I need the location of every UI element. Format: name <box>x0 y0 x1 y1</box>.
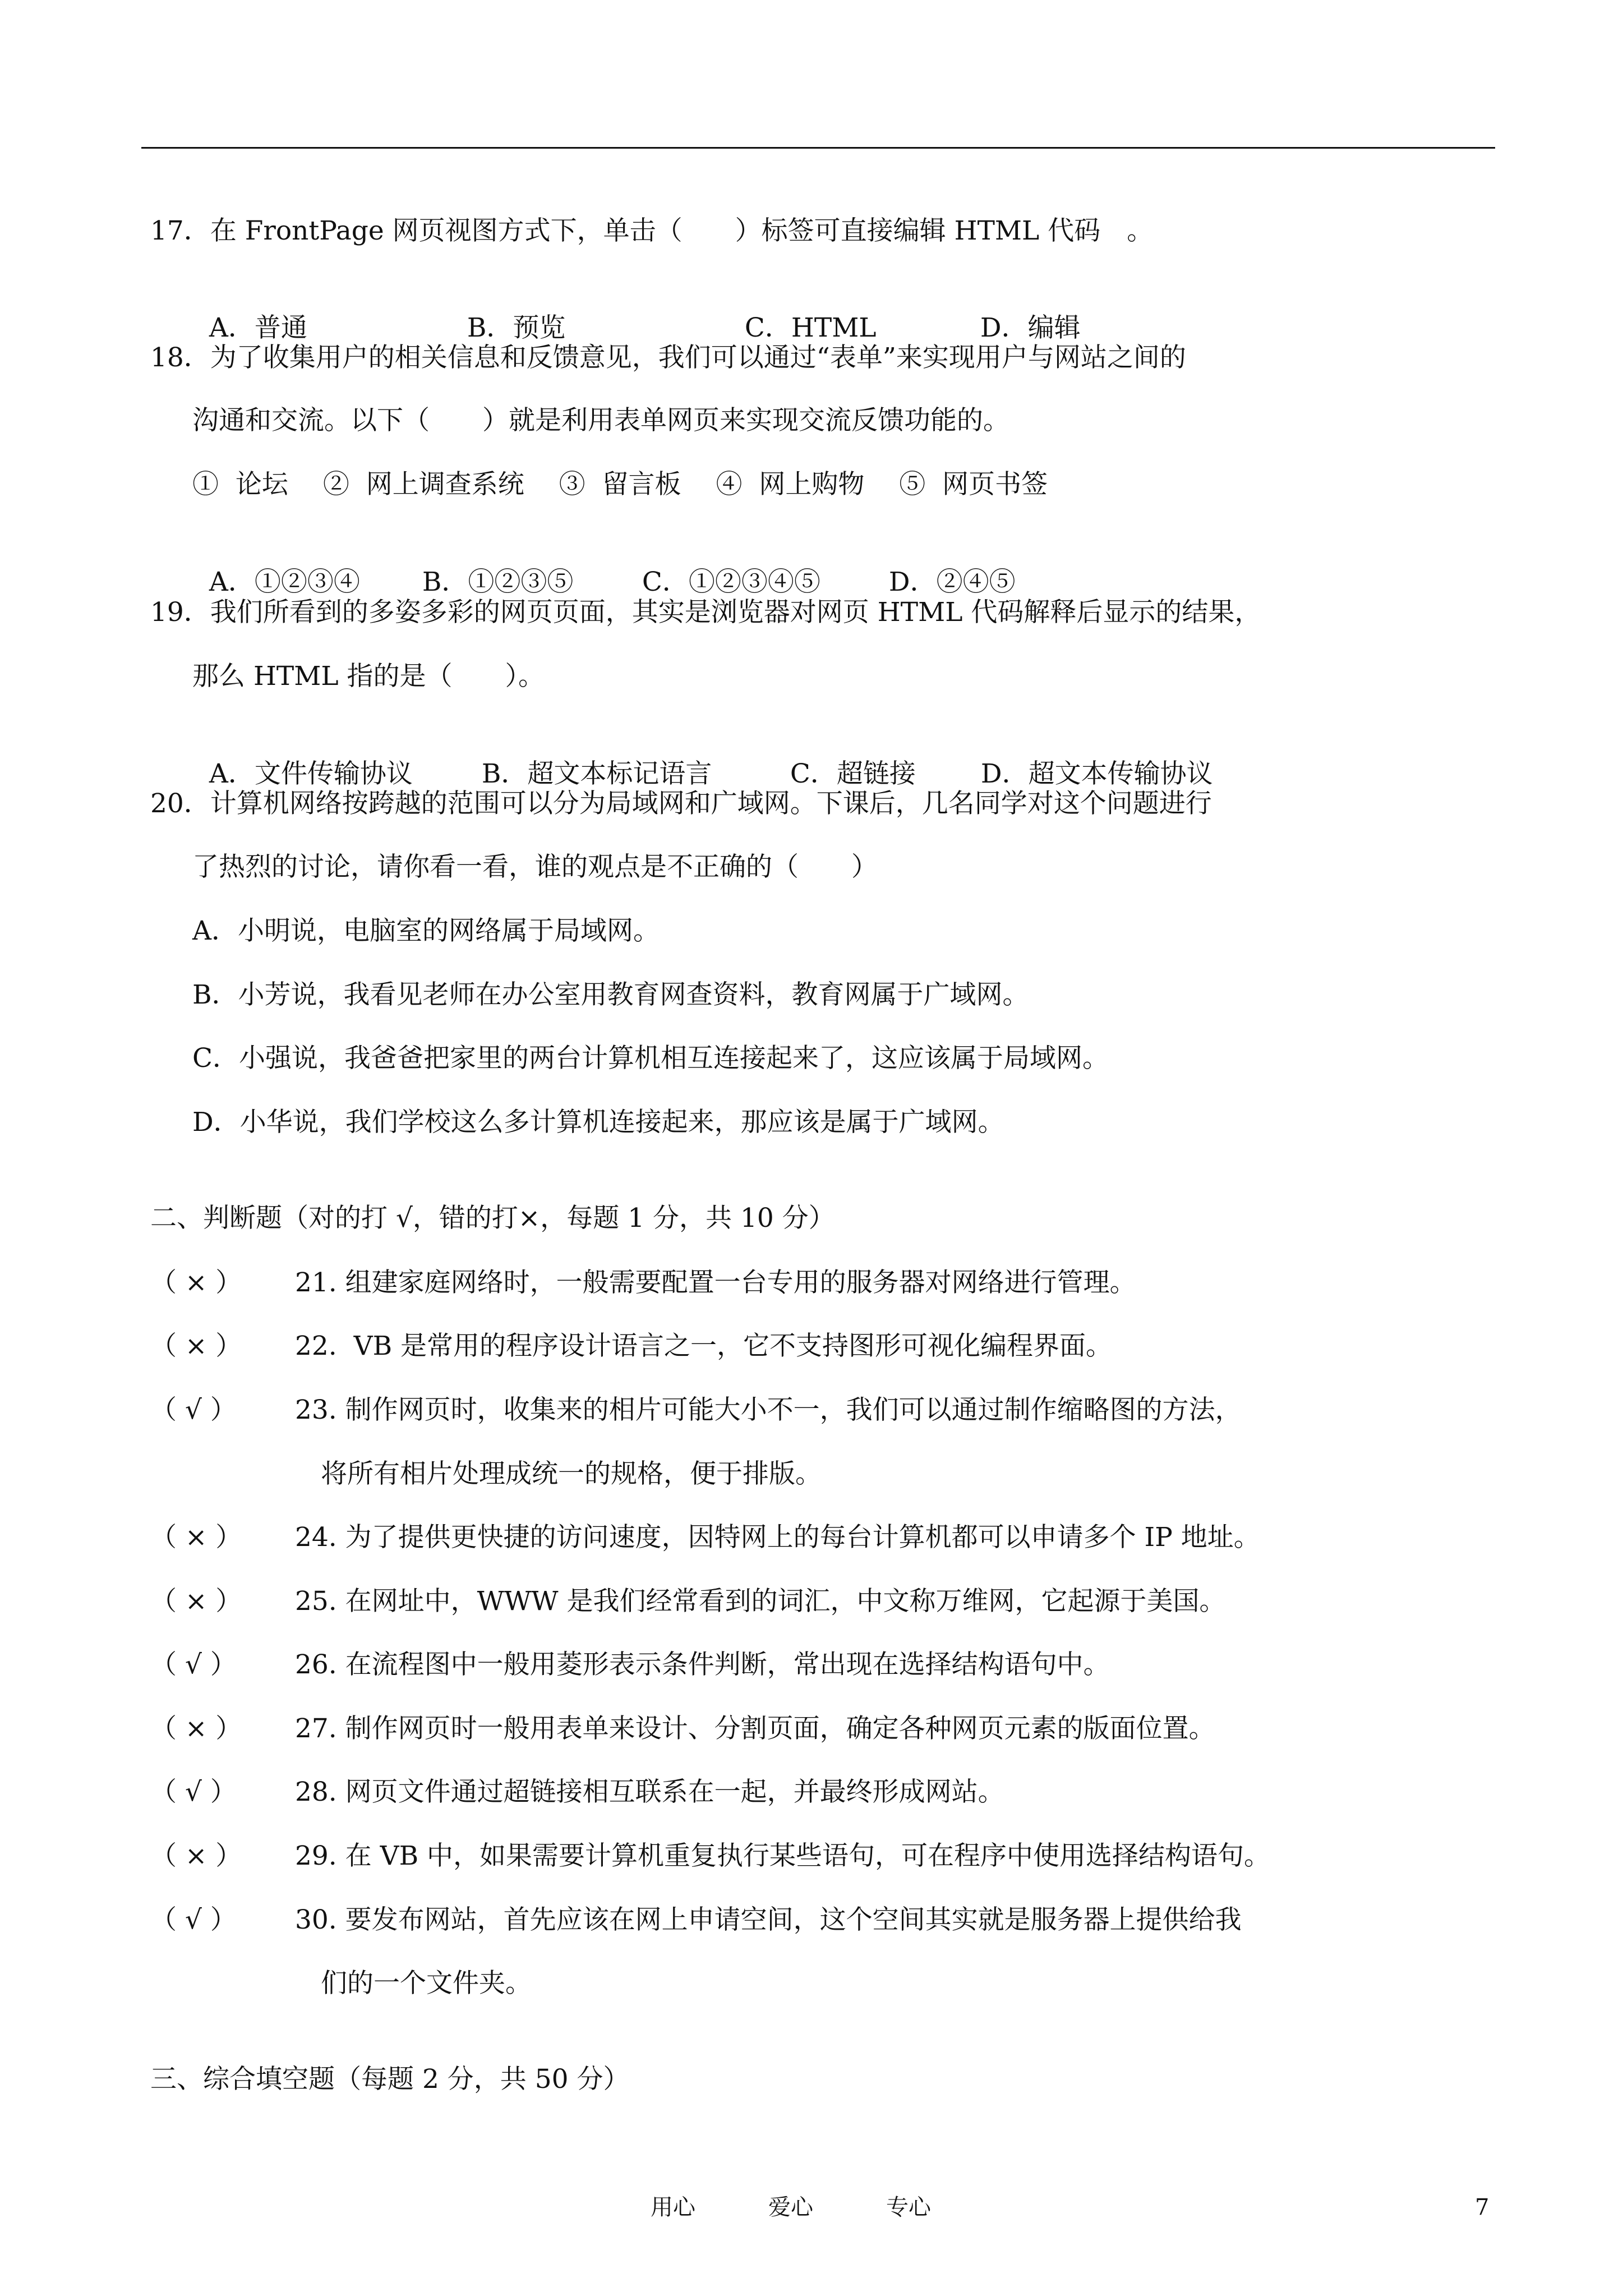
judgement-text: 30. 要发布网站，首先应该在网上申请空间，这个空间其实就是服务器上提供给我 <box>295 1904 1242 1935</box>
judgement-mark: （ × ） <box>150 1522 242 1553</box>
question-20-option-c: C．小强说，我爸爸把家里的两台计算机相互连接起来了，这应该属于局域网。 <box>192 1043 1109 1074</box>
option-a: A．文件传输协议 <box>209 758 413 789</box>
judgement-30 <box>150 1903 1242 1937</box>
question-20-stem-cont: 了热烈的讨论，请你看一看，谁的观点是不正确的（ ） <box>192 852 878 882</box>
option-d: D．超文本传输协议 <box>980 758 1213 789</box>
header-rule <box>141 147 1495 149</box>
judgement-mark: （ × ） <box>150 1331 242 1361</box>
judgement-mark: （ × ） <box>150 1713 242 1744</box>
question-17-options <box>192 278 1081 345</box>
footer-word: 用心 <box>651 2194 695 2220</box>
option-a: A．①②③④ <box>209 567 360 597</box>
judgement-21 <box>150 1266 1136 1300</box>
judgement-25 <box>150 1585 1226 1618</box>
judgement-text: 27. 制作网页时一般用表单来设计、分割页面，确定各种网页元素的版面位置。 <box>295 1713 1215 1744</box>
judgement-24 <box>150 1521 1260 1554</box>
judgement-text: 29. 在 VB 中，如果需要计算机重复执行某些语句，可在程序中使用选择结构语句。 <box>295 1841 1271 1871</box>
question-20-option-b: B．小芳说，我看见老师在办公室用教育网查资料，教育网属于广域网。 <box>192 979 1029 1010</box>
judgement-text: 23. 制作网页时，收集来的相片可能大小不一，我们可以通过制作缩略图的方法， <box>295 1395 1242 1425</box>
question-20-option-d: D．小华说，我们学校这么多计算机连接起来，那应该是属于广域网。 <box>192 1107 1004 1138</box>
option-d: D．②④⑤ <box>888 567 1016 597</box>
option-c: C．①②③④⑤ <box>642 567 820 597</box>
judgement-27 <box>150 1712 1215 1746</box>
option-b: B．超文本标记语言 <box>481 758 712 789</box>
question-18-stem-cont: 沟通和交流。以下（ ）就是利用表单网页来实现交流反馈功能的。 <box>192 405 1009 436</box>
option-b: B．①②③⑤ <box>422 567 574 597</box>
footer-word: 专心 <box>886 2194 931 2220</box>
judgement-26 <box>150 1648 1110 1682</box>
option-a: A．普通 <box>209 312 307 343</box>
judgement-text: 25. 在网址中，WWW 是我们经常看到的词汇，中文称万维网，它起源于美国。 <box>295 1586 1226 1617</box>
judgement-mark: （ √ ） <box>150 1777 237 1807</box>
question-18-items: ① 论坛 ② 网上调查系统 ③ 留言板 ④ 网上购物 ⑤ 网页书签 <box>192 469 1048 500</box>
footer-slogan <box>651 2193 1004 2221</box>
option-c: C．超链接 <box>790 758 916 789</box>
question-19-stem-cont: 那么 HTML 指的是（ ）。 <box>192 661 545 692</box>
judgement-text: 28. 网页文件通过超链接相互联系在一起，并最终形成网站。 <box>295 1777 1004 1807</box>
judgement-text: 21. 组建家庭网络时，一般需要配置一台专用的服务器对网络进行管理。 <box>295 1267 1136 1298</box>
question-20-stem: 20．计算机网络按跨越的范围可以分为局域网和广域网。下课后，几名同学对这个问题进行 <box>150 788 1212 819</box>
question-18-stem: 18．为了收集用户的相关信息和反馈意见，我们可以通过“表单”来实现用户与网站之间的 <box>150 342 1186 373</box>
judgement-23 <box>150 1393 1242 1427</box>
question-18-options <box>192 532 1016 599</box>
judgement-mark: （ × ） <box>150 1267 242 1298</box>
judgement-30-cont: 们的一个文件夹。 <box>321 1968 532 1999</box>
question-20-option-a: A．小明说，电脑室的网络属于局域网。 <box>192 915 660 946</box>
footer-word: 爱心 <box>768 2194 813 2220</box>
section-3-heading: 三、综合填空题（每题 2 分，共 50 分） <box>150 2064 630 2095</box>
judgement-text: 24. 为了提供更快捷的访问速度，因特网上的每台计算机都可以申请多个 IP 地址。 <box>295 1522 1260 1553</box>
judgement-text: 26. 在流程图中一般用菱形表示条件判断，常出现在选择结构语句中。 <box>295 1649 1110 1680</box>
judgement-28 <box>150 1775 1004 1809</box>
judgement-mark: （ √ ） <box>150 1904 237 1935</box>
judgement-29 <box>150 1839 1270 1873</box>
judgement-mark: （ √ ） <box>150 1649 237 1680</box>
judgement-22 <box>150 1329 1112 1363</box>
judgement-23-cont: 将所有相片处理成统一的规格，便于排版。 <box>321 1458 822 1489</box>
judgement-mark: （ √ ） <box>150 1395 237 1425</box>
question-17-stem: 17．在 FrontPage 网页视图方式下，单击（ ）标签可直接编辑 HTML 代码 。 <box>150 215 1154 246</box>
judgement-mark: （ × ） <box>150 1586 242 1617</box>
page-number: 7 <box>1475 2194 1490 2220</box>
judgement-mark: （ × ） <box>150 1841 242 1871</box>
option-d: D．编辑 <box>980 312 1081 343</box>
section-2-heading: 二、判断题（对的打 √，错的打×，每题 1 分，共 10 分） <box>150 1203 835 1234</box>
judgement-text: 22. VB 是常用的程序设计语言之一，它不支持图形可视化编程界面。 <box>295 1331 1113 1361</box>
option-c: C．HTML <box>744 312 877 343</box>
question-19-stem: 19．我们所看到的多姿多彩的网页页面，其实是浏览器对网页 HTML 代码解释后显示的结果， <box>150 597 1261 628</box>
question-19-options <box>192 724 1213 791</box>
option-b: B．预览 <box>467 312 566 343</box>
